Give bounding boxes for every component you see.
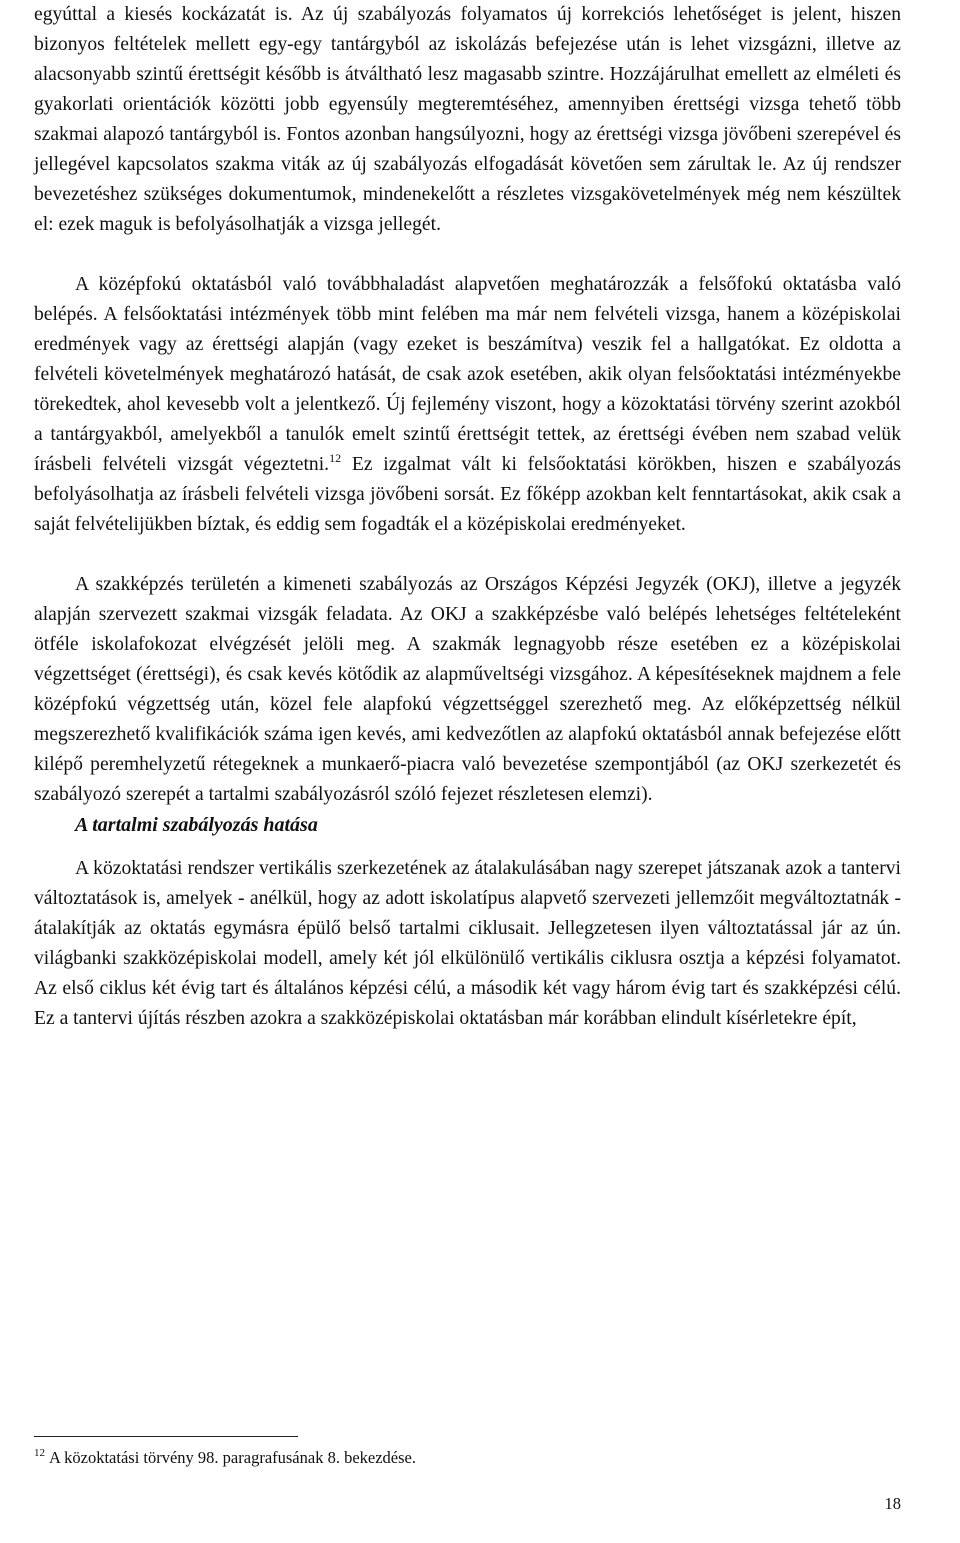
footnote-text: A közoktatási törvény 98. paragrafusának 8. bekezdése. xyxy=(49,1448,416,1467)
paragraph-content-regulation: A közoktatási rendszer vertikális szerkezetének az átalakulásában nagy szerepet játszanak azok a tantervi változtatások is, amelyek - anélkül, hogy az adott iskolatípus alapvető szervezeti jellemzőit megváltoztatnák - átalakítják az oktatás egymásra épülő belső tartalmi ciklusait. Jellegzetesen ilyen változtatással jár az ún. világbanki szakközépiskolai modell, amely két jól elkülönülő vertikális ciklusra osztja a képzési folyamatot. Az első ciklus két évig tart és általános képzési célú, a második két vagy három évig tart és szakképzési célú. Ez a tantervi újítás részben azokra a szakközépiskolai oktatásban már korábban elindult kísérletekre épít, xyxy=(34,858,901,1029)
footnote-number: 12 xyxy=(34,1447,45,1459)
paragraph-admission-text-part2: Ez izgalmat vált ki felsőoktatási körökben, hiszen e szabályozás befolyásolhatja az írásbeli felvételi vizsga jövőbeni sorsát. Ez főképp azokban kelt fenntartásokat, akik csak a saját felvételijükben bíztak, és eddig sem fogadták el a középiskolai eredményeket. xyxy=(34,454,901,535)
paragraph-admission-text-part1: A középfokú oktatásból való továbbhaladást alapvetően meghatározzák a felsőfokú oktatásba való belépés. A felsőoktatási intézmények több mint felében ma már nem felvételi vizsga, hanem a középiskolai eredmények vagy az érettségi alapján (vagy ezeket is beszámítva) veszik fel a hallgatókat. Ez oldotta a felvételi követelmények meghatározó hatását, de csak azok esetében, akik olyan felsőoktatási intézményekbe törekedtek, ahol kevesebb volt a jelentkező. Új fejlemény viszont, hogy a közoktatási törvény szerint azokból a tantárgyakból, amelyekből a tanulók emelt szintű érettségit tettek, az érettségi évében nem szabad velük írásbeli felvételi vizsgát végeztetni. xyxy=(34,274,901,475)
paragraph-vocational-training: A szakképzés területén a kimeneti szabályozás az Országos Képzési Jegyzék (OKJ), illetve a jegyzék alapján szervezett szakmai vizsgák feladata. Az OKJ a szakképzésbe való belépés lehetséges feltételeként ötféle iskolafokozat elvégzését jelöli meg. A szakmák legnagyobb része esetében ez a középiskolai végzettséget (érettségi), és csak kevés kötődik az alapműveltségi vizsgához. A képesítéseknek majdnem a fele középfokú végzettség után, közel fele alapfokú végzettséggel szerezhető meg. Az előképzettség nélkül megszerezhető kvalifikációk száma igen kevés, ami kedvezőtlen az alapfokú oktatásból annak befejezése előtt kilépő peremhelyzetű rétegeknek a munkaerő-piacra való bevezetése szempontjából (az OKJ szerkezetét és szabályozó szerepét a tartalmi szabályozásról szóló fejezet részletesen elemzi). xyxy=(34,574,901,805)
paragraph-exam-regulation-continued: egyúttal a kiesés kockázatát is. Az új szabályozás folyamatos új korrekciós lehetőséget is jelent, hiszen bizonyos feltételek mellett egy-egy tantárgyból az iskolázás befejezése után is lehet vizsgázni, illetve az alacsonyabb szintű érettségit később is átváltható lesz magasabb szintre. Hozzájárulhat emellett az elméleti és gyakorlati orientációk közötti jobb egyensúly megteremtéséhez, amennyiben érettségi vizsga tehető több szakmai alapozó tantárgyból is. Fontos azonban hangsúlyozni, hogy az érettségi vizsga jövőbeni szerepével és jellegével kapcsolatos szakma viták az új szabályozás elfogadását követően sem zárultak le. Az új rendszer bevezetéshez szükséges dokumentumok, mindenekelőtt a részletes vizsgakövetelmények még nem készültek el: ezek maguk is befolyásolhatják a vizsga jellegét. xyxy=(34,4,901,235)
document-page xyxy=(34,0,901,1513)
paragraph-higher-education-admission xyxy=(34,270,901,540)
section-heading: A tartalmi szabályozás hatása xyxy=(75,814,318,836)
footnote-reference-12: 12 xyxy=(329,451,342,465)
page-number: 18 xyxy=(884,1494,901,1513)
footnote-divider xyxy=(34,1436,298,1437)
footnote-12 xyxy=(34,1447,416,1469)
